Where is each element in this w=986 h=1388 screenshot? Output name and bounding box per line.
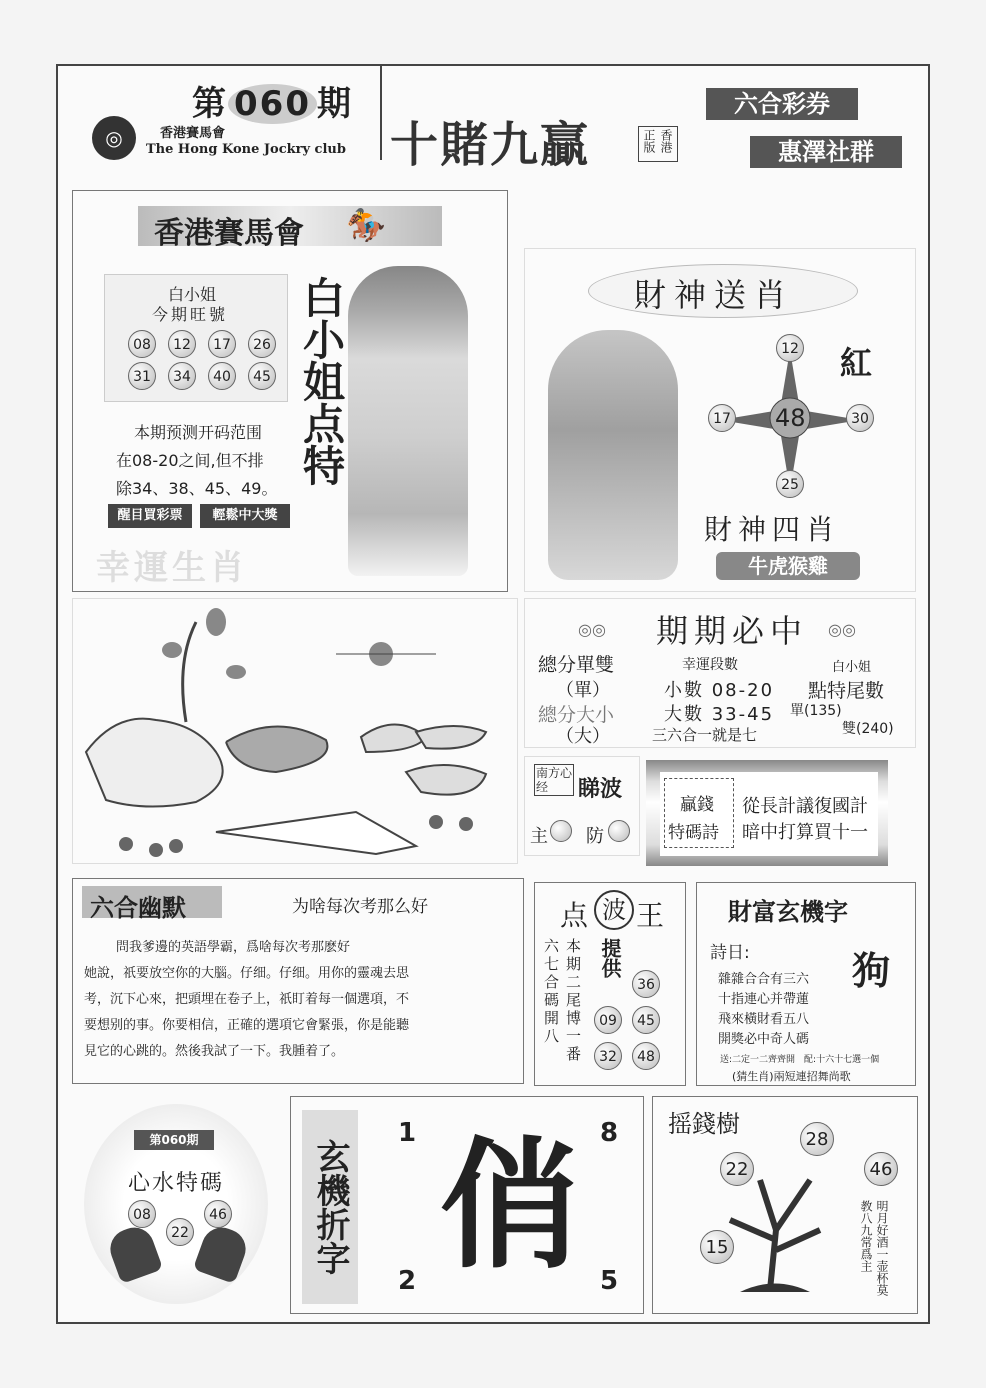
xinshui-issue: 第060期 bbox=[134, 1130, 214, 1150]
xuanji-n2: 2 bbox=[398, 1266, 417, 1296]
qiqi-icon-right: ◎◎ bbox=[828, 620, 856, 639]
dianbo-col-1: 六七合碼開八 bbox=[542, 938, 560, 1046]
qiqi-c1d: （大） bbox=[556, 726, 610, 747]
issue-number: 第 060 期 bbox=[192, 84, 353, 124]
xinshui-ball: 22 bbox=[166, 1218, 194, 1246]
predict-line-3: 除34、38、45、49。 bbox=[116, 479, 278, 498]
bo-guard: 防 bbox=[586, 826, 604, 847]
humor-subtitle: 为啥每次考那么好 bbox=[292, 897, 428, 917]
zodiac-tag: 牛虎猴雞 bbox=[716, 552, 860, 580]
caifu-note-2: (猜生肖)兩短連招舞尚歌 bbox=[732, 1070, 851, 1083]
poem-left-2: 特碼詩 bbox=[668, 823, 719, 843]
xuanji-n1: 1 bbox=[398, 1118, 417, 1148]
qiqi-c2c: 大數 33-45 bbox=[664, 704, 775, 725]
lucky-ball: 34 bbox=[168, 362, 196, 390]
lucky-ball: 31 bbox=[128, 362, 156, 390]
bo-guard-ball bbox=[608, 820, 630, 842]
poem-left-1: 贏錢 bbox=[680, 795, 714, 815]
caifu-big: 狗 bbox=[852, 949, 891, 993]
tree-poem: 明月好酒一壶杯莫教八九常爲主 bbox=[859, 1200, 889, 1296]
slogan-2: 輕鬆中大獎 bbox=[200, 504, 290, 528]
xinshui-ball: 08 bbox=[128, 1200, 156, 1228]
caishen-title: 財神送肖 bbox=[634, 276, 795, 314]
humor-line-2: 她說，祇要放空你的大腦。仔细。仔细。用你的靈魂去思 bbox=[84, 966, 410, 981]
bo-main: 主 bbox=[530, 826, 548, 847]
card-title-2: 今期旺號 bbox=[152, 305, 229, 324]
tag-community: 惠澤社群 bbox=[750, 136, 902, 168]
poem-line-2: 暗中打算買十一 bbox=[742, 822, 868, 843]
dianbo-title-c: 王 bbox=[636, 899, 665, 932]
dianbo-title-b: 波 bbox=[594, 890, 634, 930]
qiqi-icon-left: ◎◎ bbox=[578, 620, 606, 639]
poem-line-1: 從長計議復國計 bbox=[742, 796, 868, 817]
frog-illustration bbox=[76, 602, 516, 862]
tree-title: 摇錢樹 bbox=[668, 1110, 740, 1138]
xinshui-ball: 46 bbox=[204, 1200, 232, 1228]
tree-ball: 28 bbox=[800, 1122, 834, 1156]
qiqi-c3c: 單(135) bbox=[790, 703, 842, 719]
lucky-ball: 40 bbox=[208, 362, 236, 390]
main-title: 十賭九贏 bbox=[390, 117, 591, 173]
qiqi-c1c: 總分大小 bbox=[538, 704, 615, 726]
lucky-ball: 12 bbox=[168, 330, 196, 358]
xuanji-n8: 8 bbox=[600, 1118, 619, 1148]
tree-ball: 15 bbox=[700, 1230, 734, 1264]
compass-center: 48 bbox=[775, 404, 806, 432]
horse-banner-text: 香港賽馬會 bbox=[154, 216, 304, 251]
card-title-1: 白小姐 bbox=[168, 285, 217, 304]
qiqi-c2b: 小數 08-20 bbox=[664, 680, 775, 701]
xuanji-title: 玄機折字 bbox=[302, 1110, 358, 1304]
header-divider bbox=[380, 66, 382, 160]
compass-right: 30 bbox=[846, 404, 874, 432]
compass-top: 12 bbox=[776, 334, 804, 362]
humor-line-4: 要想别的事。你要相信，正確的選項它會緊張，你是能聽 bbox=[84, 1018, 410, 1033]
tag-lottery: 六合彩券 bbox=[706, 88, 858, 120]
qiqi-c1a: 總分單雙 bbox=[538, 654, 615, 676]
caifu-line-4: 開獎必中奇人碼 bbox=[718, 1032, 810, 1047]
caifu-line-3: 飛來橫財看五八 bbox=[718, 1012, 810, 1027]
horse-icon: 🏇 bbox=[346, 206, 386, 244]
qiqi-c3b: 點特尾數 bbox=[808, 680, 885, 702]
qiqi-c3d: 雙(240) bbox=[842, 721, 894, 737]
qiqi-c3a: 白小姐 bbox=[832, 660, 872, 675]
bo-title: 睇波 bbox=[578, 777, 623, 802]
side-title: 白小姐点特 bbox=[297, 276, 346, 486]
humor-line-1: 問我爹邊的英語學霸，爲啥每次考那麽好 bbox=[116, 940, 351, 955]
caishen-sub: 財神四肖 bbox=[704, 513, 841, 546]
money-tree-illustration bbox=[690, 1140, 850, 1300]
dianbo-ball: 32 bbox=[594, 1042, 622, 1070]
xuanji-n5: 5 bbox=[600, 1266, 619, 1296]
humor-title: 六合幽默 bbox=[90, 894, 186, 922]
predict-line-1: 本期预测开码范围 bbox=[134, 423, 263, 442]
dianbo-ball: 45 bbox=[632, 1006, 660, 1034]
bo-label: 南方心经 bbox=[536, 766, 573, 794]
predict-line-2: 在08-20之间,但不排 bbox=[116, 451, 264, 470]
tree-ball: 22 bbox=[720, 1152, 754, 1186]
dianbo-ball: 48 bbox=[632, 1042, 660, 1070]
dianbo-ball: 36 bbox=[632, 970, 660, 998]
club-name-en: The Hong Kone Jockry club bbox=[146, 142, 346, 157]
lucky-ball: 45 bbox=[248, 362, 276, 390]
lucky-ball: 26 bbox=[248, 330, 276, 358]
red-label: 紅 bbox=[840, 344, 873, 382]
tree-ball: 46 bbox=[864, 1152, 898, 1186]
dianbo-col-2: 本期二尾博一番 bbox=[564, 938, 582, 1064]
lucky-ball: 08 bbox=[128, 330, 156, 358]
compass-bottom: 25 bbox=[776, 470, 804, 498]
dianbo-ball: 09 bbox=[594, 1006, 622, 1034]
club-name-cn: 香港賽馬會 bbox=[160, 126, 226, 141]
caifu-note: 送:二定一二齊齊開 配:十六十七選一個 bbox=[720, 1055, 880, 1065]
model-photo bbox=[348, 266, 468, 576]
xuanji-big: 俏 bbox=[440, 1125, 581, 1288]
caifu-line-2: 十指連心并帶蓮 bbox=[718, 992, 810, 1007]
qiqi-c2d: 三六合一就是七 bbox=[652, 726, 758, 744]
jockey-club-logo: ◎ bbox=[92, 116, 136, 160]
humor-line-5: 見它的心跳的。然後我試了一下。我腫着了。 bbox=[84, 1044, 345, 1059]
slogan-1: 醒目買彩票 bbox=[108, 504, 192, 528]
xinshui-title: 心水特碼 bbox=[128, 1171, 225, 1196]
qiqi-c1b: （單） bbox=[556, 680, 610, 701]
edition-badge: 香港正版 bbox=[638, 126, 678, 162]
qiqi-c2a: 幸運段數 bbox=[682, 657, 738, 673]
lucky-ball: 17 bbox=[208, 330, 236, 358]
qiqi-title: 期期必中 bbox=[656, 612, 809, 650]
caifu-line-1: 雜雜合合有三六 bbox=[718, 972, 810, 987]
caishen-figure bbox=[548, 330, 678, 580]
compass-left: 17 bbox=[708, 404, 736, 432]
caifu-poem-label: 詩日: bbox=[710, 943, 750, 963]
dianbo-title-a: 点 bbox=[560, 899, 589, 932]
bo-main-ball bbox=[550, 820, 572, 842]
watermark-text: 幸運生肖 bbox=[96, 548, 248, 588]
humor-line-3: 考，沉下心來，把頭埋在卷子上，祇盯着每一個選項，不 bbox=[84, 992, 410, 1007]
dianbo-col-3: 提供 bbox=[598, 938, 622, 978]
caifu-title: 財富玄機字 bbox=[728, 898, 848, 926]
